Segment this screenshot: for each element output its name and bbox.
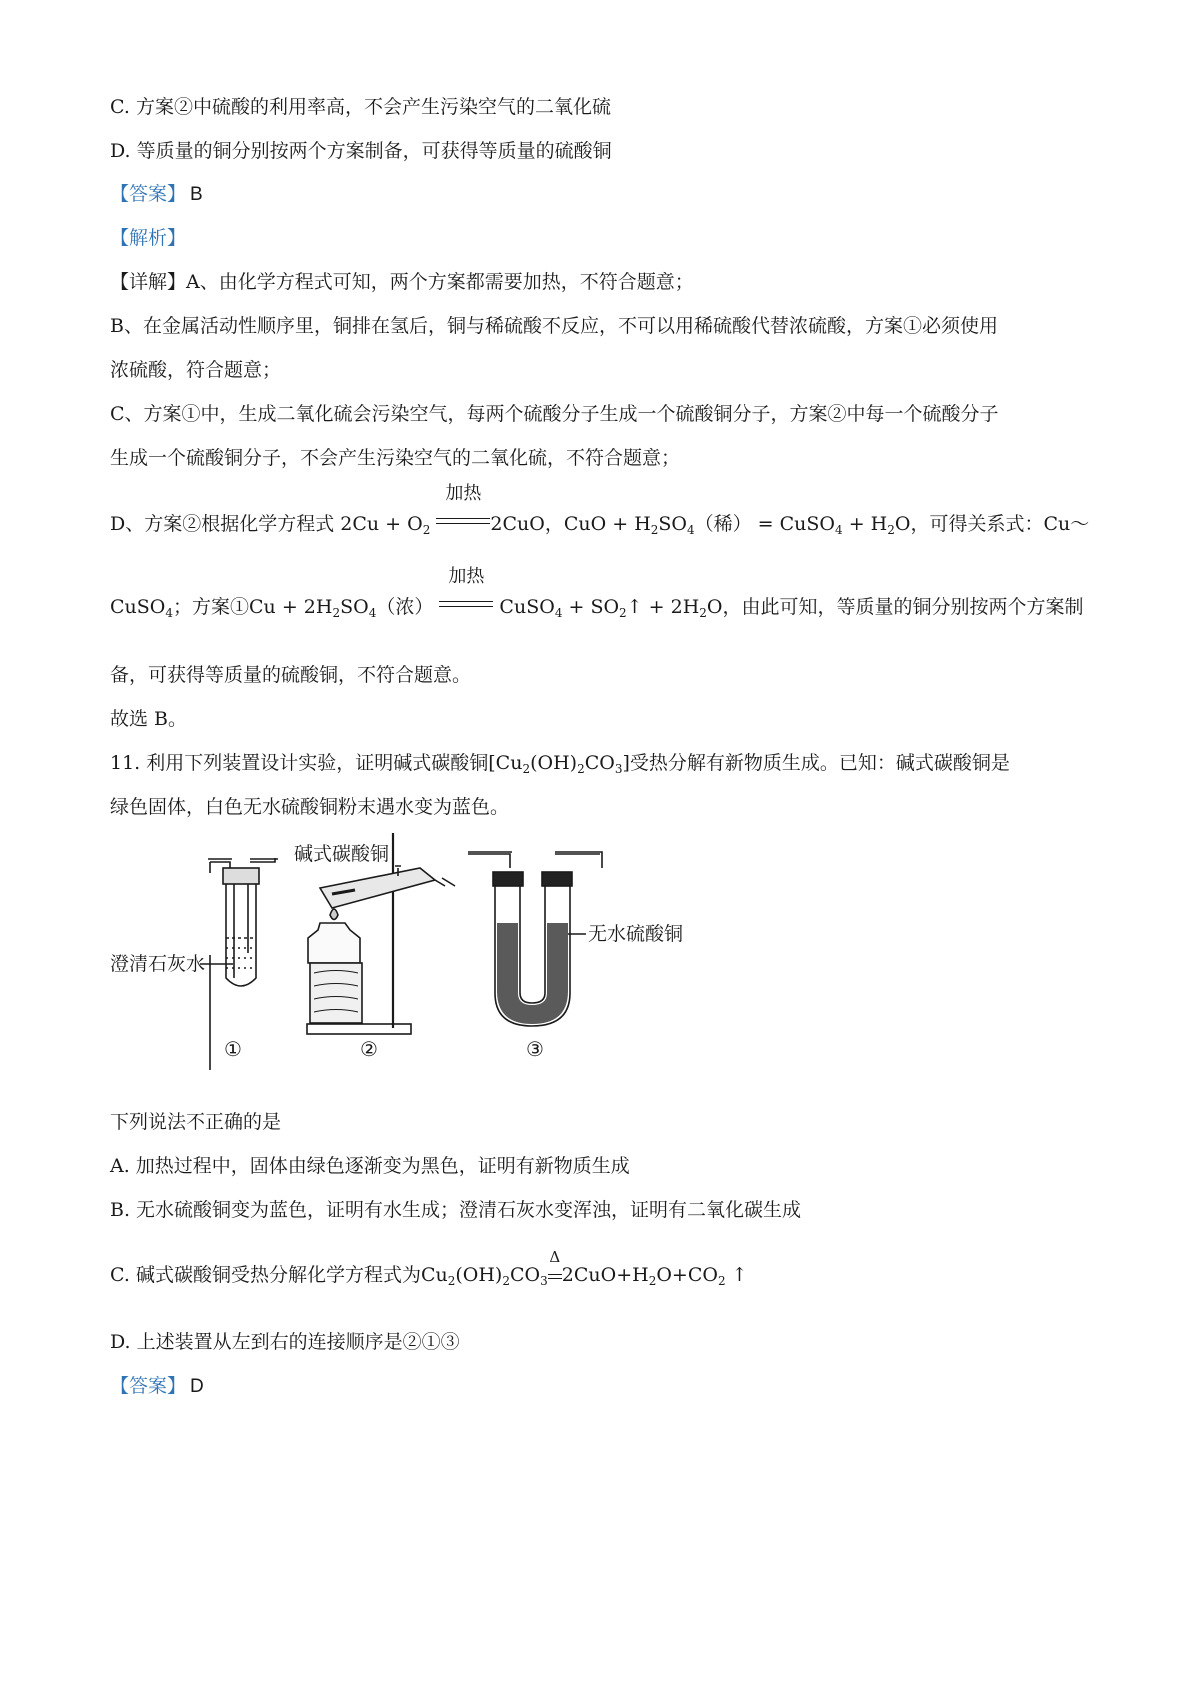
optc-sub: 3 — [540, 1274, 548, 1288]
detail-c-line2: 生成一个硫酸铜分子，不会产生污染空气的二氧化硫，不符合题意； — [110, 447, 681, 469]
d2-text: SO — [340, 596, 369, 618]
answer-line-2 — [110, 1377, 204, 1396]
d1-text: 2CuO，CuO + H — [490, 513, 651, 535]
optc-sub: 2 — [717, 1274, 726, 1288]
detail-c-line1: C、方案①中，生成二氧化硫会污染空气，每两个硫酸分子生成一个硫酸铜分子，方案②中每一个硫酸分子 — [110, 403, 999, 425]
optc-sub: 2 — [447, 1274, 456, 1288]
optc-text: C. 碱式碳酸铜受热分解化学方程式为Cu — [110, 1264, 448, 1286]
apparatus-number-1: ① — [224, 1037, 242, 1061]
d2-text: ↑ + 2H — [626, 596, 700, 618]
d2-text: （浓） — [376, 596, 434, 618]
d2-text: + SO — [562, 596, 620, 618]
question-prompt: 下列说法不正确的是 — [110, 1111, 282, 1133]
answer-value-2: D — [190, 1376, 204, 1397]
d1-sub: 4 — [835, 523, 843, 537]
q11-text: CO — [584, 752, 615, 774]
optc-text: CO — [509, 1264, 541, 1286]
detail-d-line1 — [110, 483, 1090, 537]
anhydrous-cuso4-label: 无水硫酸铜 — [588, 923, 684, 945]
d1-sub: 2 — [887, 523, 895, 537]
detail-d-line2 — [110, 566, 1084, 620]
heat-label: 加热 — [445, 483, 482, 504]
d1-text: O，可得关系式：Cu～ — [894, 513, 1090, 535]
analysis-tag-text: 【解析】 — [110, 227, 187, 249]
question-11-line1 — [110, 754, 1010, 775]
delta-label: Δ — [549, 1248, 561, 1266]
answer-tag: 【答案】 — [110, 183, 187, 205]
d2-sub: 4 — [368, 606, 377, 620]
d2-sub: 2 — [332, 606, 341, 620]
d2-text: O，由此可知，等质量的铜分别按两个方案制 — [706, 596, 1084, 618]
detail-a: 【详解】A、由化学方程式可知，两个方案都需要加热，不符合题意； — [110, 271, 694, 293]
option-a: A. 加热过程中，固体由绿色逐渐变为黑色，证明有新物质生成 — [110, 1155, 630, 1177]
d1-sub: 4 — [687, 523, 695, 537]
d1-text: D、方案②根据化学方程式 2Cu + O — [110, 513, 423, 535]
heat-equals-sign-2 — [439, 566, 493, 617]
d1-text: + H — [842, 513, 888, 535]
d1-text: SO — [658, 513, 687, 535]
d2-sub: 4 — [165, 606, 174, 620]
question-11-line2: 绿色固体，白色无水硫酸铜粉末遇水变为蓝色。 — [110, 796, 510, 818]
heat-equals-sign — [436, 483, 490, 534]
d2-text: ；方案①Cu + 2H — [173, 596, 333, 618]
optc-sub: 2 — [502, 1274, 510, 1288]
q11-text: 11. 利用下列装置设计实验，证明碱式碳酸铜[Cu — [110, 752, 523, 774]
apparatus-number-2: ② — [360, 1037, 378, 1061]
q11-sub: 3 — [614, 762, 623, 776]
optc-text: 2CuO+H — [561, 1264, 649, 1286]
basic-copper-carbonate-label: 碱式碳酸铜 — [294, 843, 390, 865]
d2-sub: 2 — [619, 606, 627, 620]
d1-sub: 2 — [422, 523, 431, 537]
q11-sub: 2 — [577, 762, 585, 776]
conclusion: 故选 B。 — [110, 708, 188, 730]
d2-text: CuSO — [110, 596, 166, 618]
option-c-previous: C. 方案②中硫酸的利用率高，不会产生污染空气的二氧化硫 — [110, 96, 611, 118]
gas-arrow-icon: ↑ — [731, 1264, 748, 1286]
q11-text: ]受热分解有新物质生成。已知：碱式碳酸铜是 — [622, 752, 1010, 774]
limewater-label: 澄清石灰水 — [110, 953, 206, 975]
detail-b-line1: B、在金属活动性顺序里，铜排在氢后，铜与稀硫酸不反应，不可以用稀硫酸代替浓硫酸，方案①必须使用 — [110, 315, 998, 337]
detail-d-line3: 备，可获得等质量的硫酸铜，不符合题意。 — [110, 664, 472, 686]
d1-text: （稀） = CuSO — [694, 513, 836, 535]
delta-equals-sign — [548, 1248, 562, 1285]
u-tube-anhydrous-cuso4 — [468, 852, 602, 1026]
q11-text: (OH) — [530, 752, 578, 774]
heat-label-2: 加热 — [448, 566, 485, 587]
answer-value: B — [190, 184, 203, 205]
apparatus-diagram — [110, 828, 730, 1068]
limewater-test-tube — [208, 858, 278, 986]
d2-text: CuSO — [493, 596, 555, 618]
option-d: D. 上述装置从左到右的连接顺序是②①③ — [110, 1331, 460, 1353]
option-d-previous: D. 等质量的铜分别按两个方案制备，可获得等质量的硫酸铜 — [110, 140, 612, 162]
optc-sub: 2 — [648, 1274, 657, 1288]
analysis-tag — [110, 229, 186, 248]
q11-sub: 2 — [522, 762, 531, 776]
optc-text: (OH) — [455, 1264, 503, 1286]
detail-b-line2: 浓硫酸，符合题意； — [110, 359, 282, 381]
d2-sub: 4 — [554, 606, 563, 620]
answer-tag-2: 【答案】 — [110, 1375, 187, 1397]
apparatus-number-3: ③ — [526, 1037, 544, 1061]
d2-sub: 2 — [699, 606, 707, 620]
option-c — [110, 1248, 748, 1288]
option-b: B. 无水硫酸铜变为蓝色，证明有水生成；澄清石灰水变浑浊，证明有二氧化碳生成 — [110, 1199, 802, 1221]
d1-sub: 2 — [650, 523, 659, 537]
answer-line-1 — [110, 185, 203, 204]
optc-text: O+CO — [656, 1264, 718, 1286]
